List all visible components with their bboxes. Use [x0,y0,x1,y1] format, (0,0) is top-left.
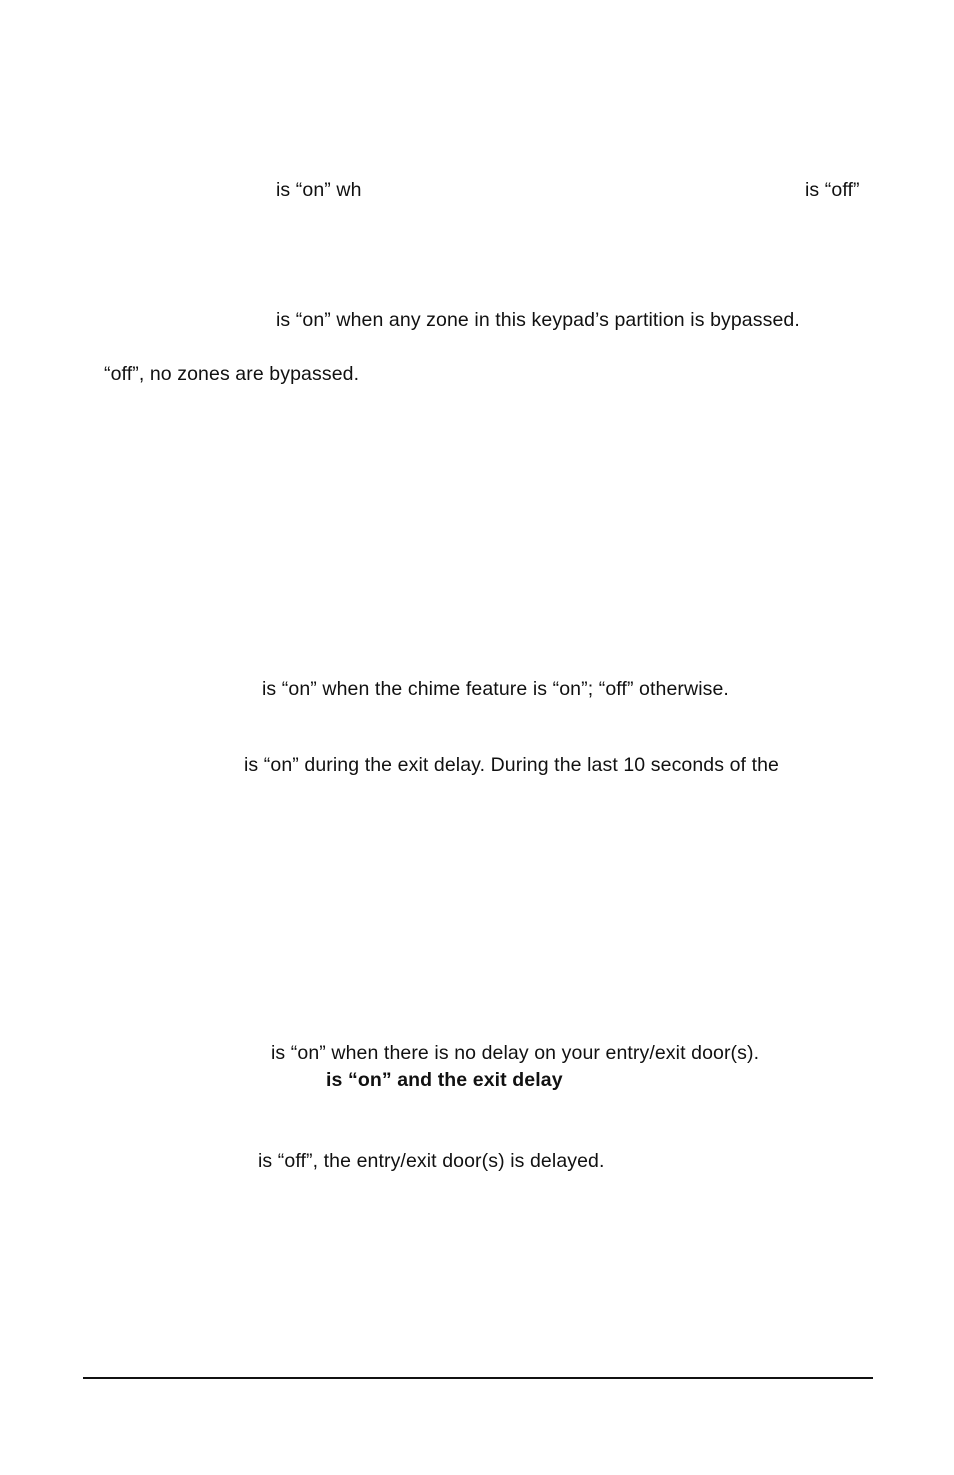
footer-rule [83,1377,873,1379]
text-line-4: is “on” when the chime feature is “on”; “off” otherwise. [262,678,729,700]
text-line-3: “off”, no zones are bypassed. [104,363,360,385]
text-line-8: is “off”, the entry/exit door(s) is delayed. [258,1150,605,1172]
text-line-1a: is “on” wh [276,179,362,201]
text-line-1b: is “off” [805,179,860,201]
text-line-5: is “on” during the exit delay. During the last 10 seconds of the [244,754,780,776]
text-line-6: is “on” when there is no delay on your entry/exit door(s). [271,1042,760,1064]
text-line-2: is “on” when any zone in this keypad’s partition is bypassed. [276,309,800,331]
text-line-7-bold: is “on” and the exit delay [326,1069,563,1091]
